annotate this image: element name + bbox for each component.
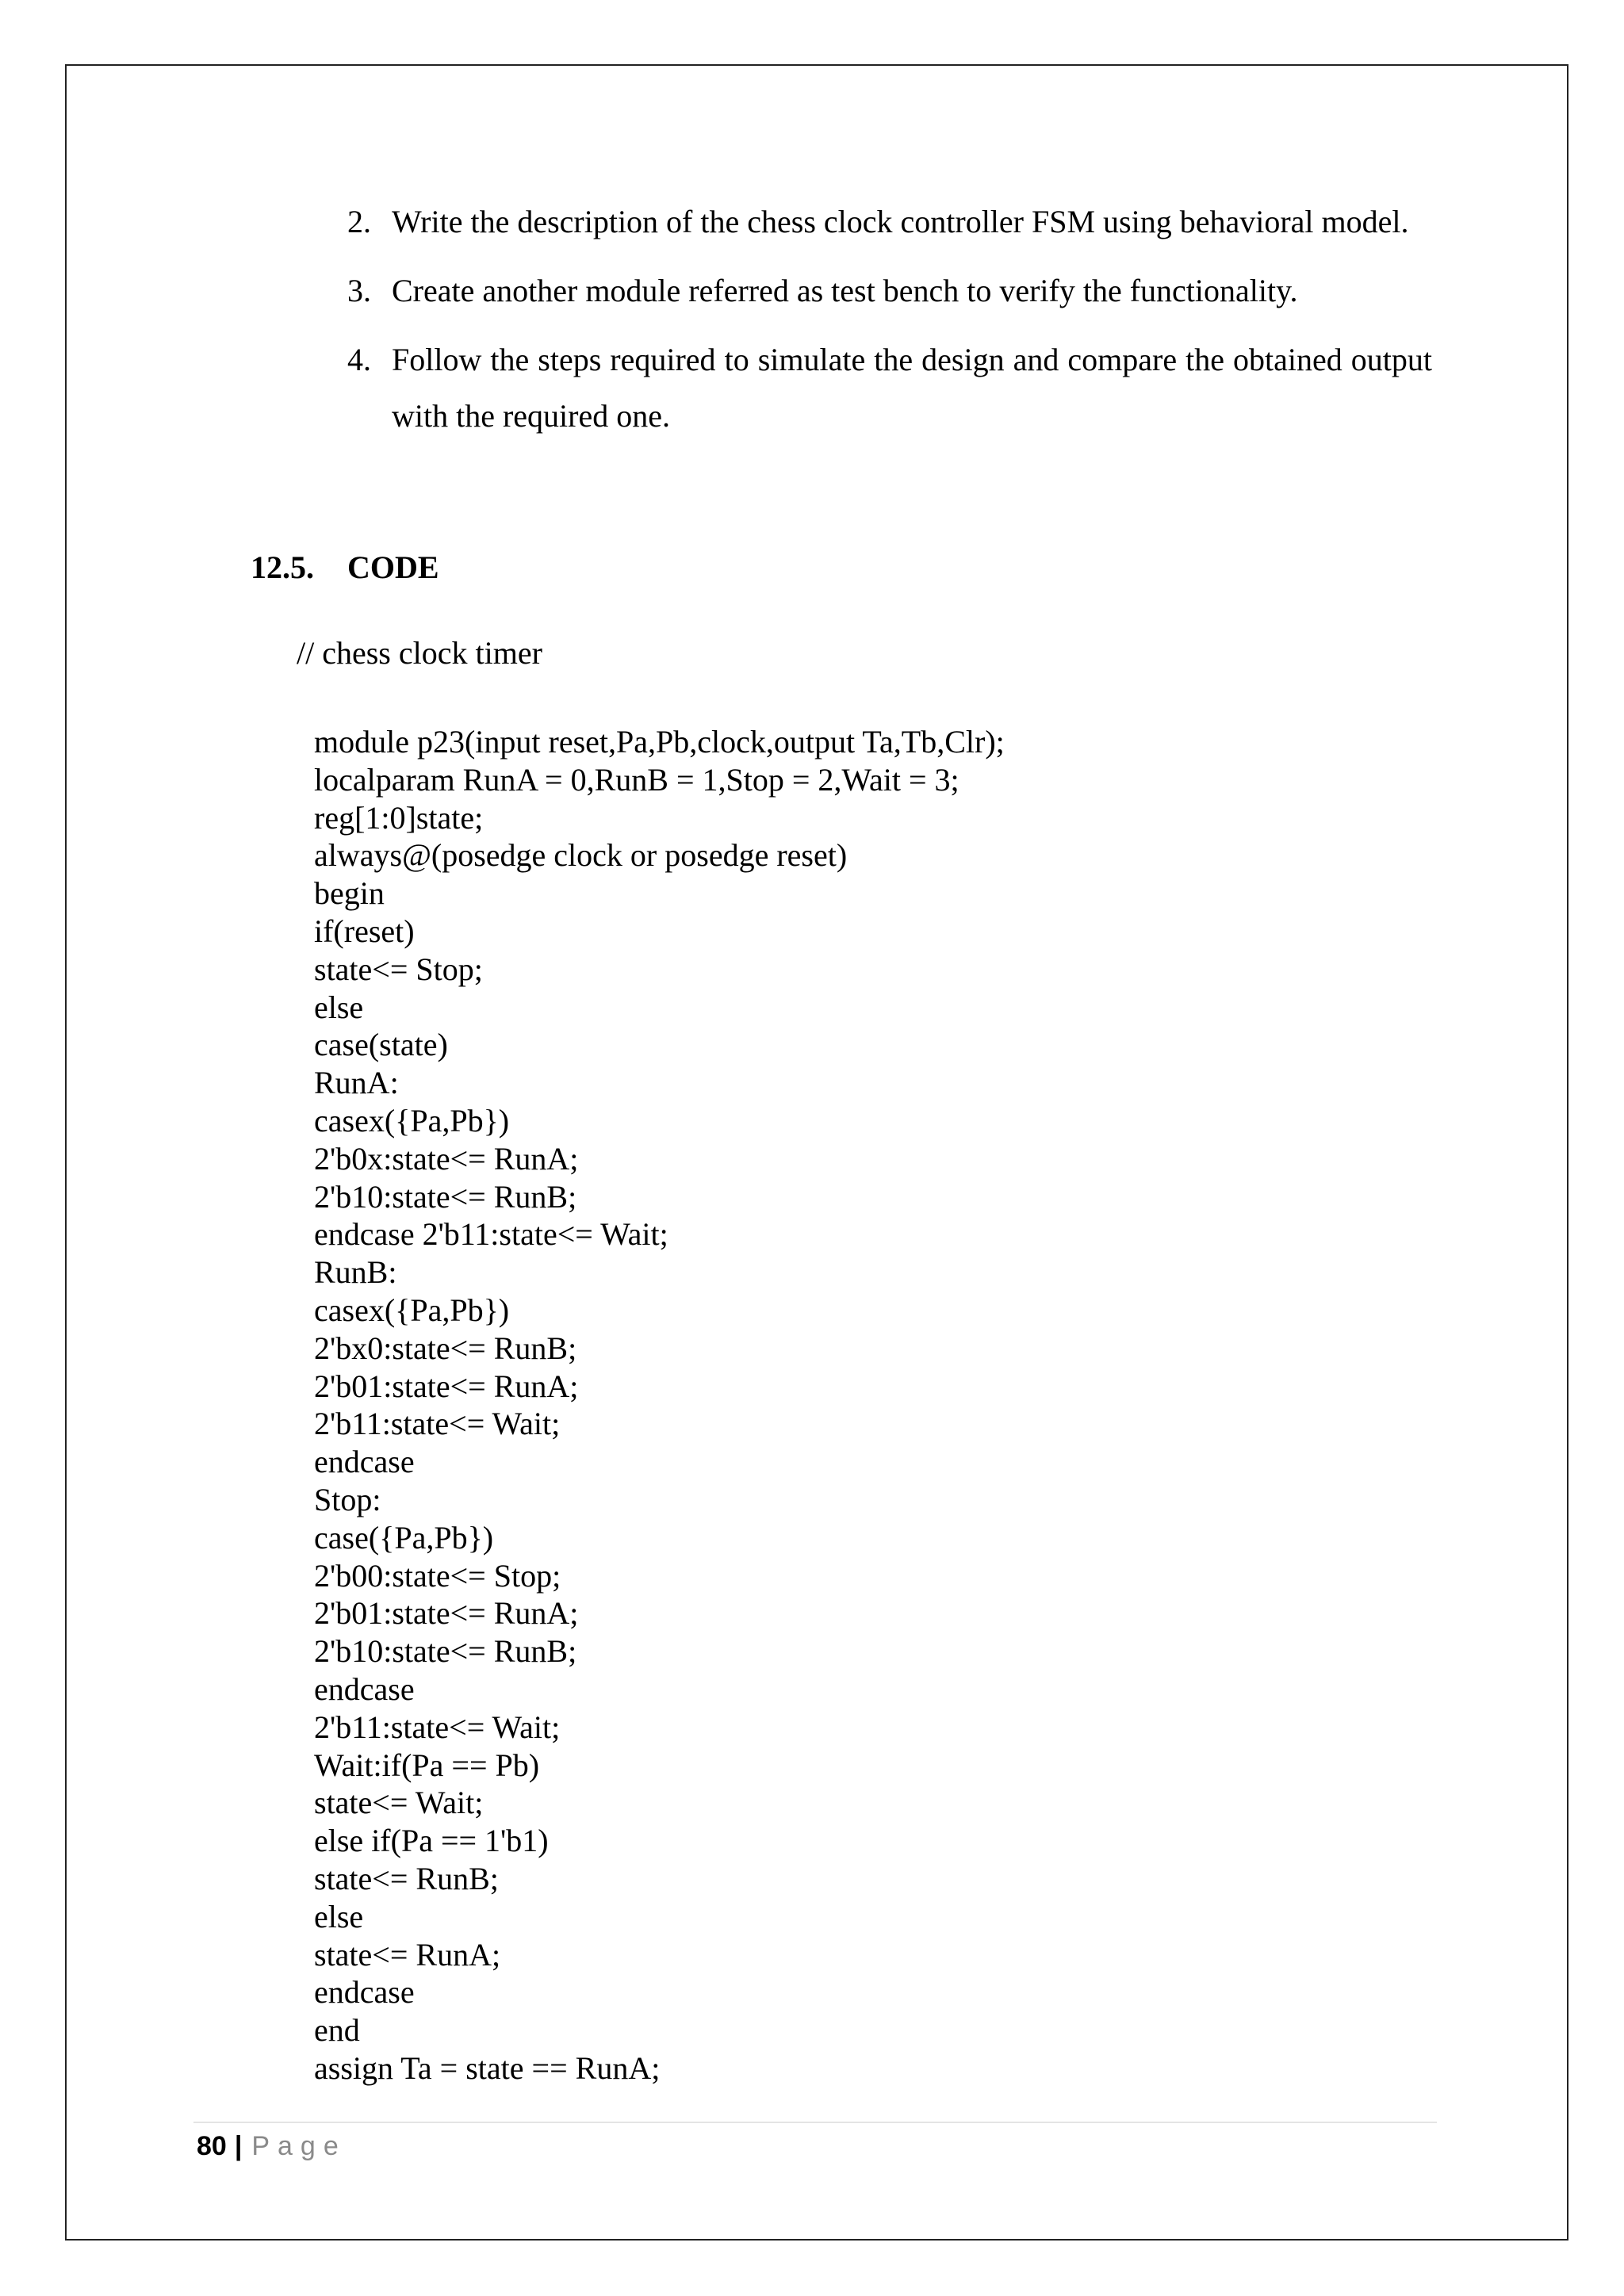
footer-divider xyxy=(193,2122,1437,2123)
code-line: endcase xyxy=(314,1974,415,2011)
code-line: state<= Stop; xyxy=(314,951,483,987)
code-line: 2'b0x:state<= RunA; xyxy=(314,1140,579,1177)
code-line: casex({Pa,Pb}) xyxy=(314,1102,510,1138)
code-line: 2'b00:state<= Stop; xyxy=(314,1557,561,1594)
code-comment: // chess clock timer xyxy=(297,635,542,671)
step-text: Write the description of the chess clock controller FSM using behavioral model. xyxy=(392,204,1409,239)
footer-separator: | xyxy=(234,2131,243,2161)
code-line: begin xyxy=(314,875,385,912)
page-footer xyxy=(197,2131,347,2162)
step-text: Follow the steps required to simulate the design and compare the obtained output with the required one. xyxy=(392,342,1432,434)
code-line: 2'b11:state<= Wait; xyxy=(314,1406,561,1442)
code-line: state<= Wait; xyxy=(314,1785,484,1821)
code-line: 2'b01:state<= RunA; xyxy=(314,1595,579,1632)
code-line: assign Ta = state == RunA; xyxy=(314,2049,661,2086)
code-block xyxy=(314,723,1005,2087)
code-line: reg[1:0]state; xyxy=(314,799,484,836)
code-line: case({Pa,Pb}) xyxy=(314,1519,494,1556)
list-item xyxy=(347,262,1432,319)
code-line: 2'b10:state<= RunB; xyxy=(314,1178,577,1215)
code-line: RunB: xyxy=(314,1254,397,1291)
section-heading xyxy=(251,549,439,586)
code-line: 2'bx0:state<= RunB; xyxy=(314,1330,577,1366)
steps-list xyxy=(347,193,1432,457)
step-number: 3. xyxy=(347,273,371,308)
code-line: state<= RunA; xyxy=(314,1936,501,1973)
page-number: 80 xyxy=(197,2131,227,2161)
code-line: 2'b11:state<= Wait; xyxy=(314,1709,561,1745)
page-label: Page xyxy=(251,2131,347,2161)
list-item xyxy=(347,193,1432,250)
code-line: Stop: xyxy=(314,1481,381,1517)
code-line: endcase xyxy=(314,1670,415,1707)
step-number: 2. xyxy=(347,204,371,239)
code-line: else xyxy=(314,989,364,1025)
code-line: end xyxy=(314,2012,360,2049)
list-item xyxy=(347,331,1432,444)
section-number: 12.5. xyxy=(251,549,314,585)
section-title: CODE xyxy=(347,549,439,585)
code-line: always@(posedge clock or posedge reset) xyxy=(314,837,848,874)
step-number: 4. xyxy=(347,342,371,377)
step-text: Create another module referred as test bench to verify the functionality. xyxy=(392,273,1298,308)
code-line: endcase xyxy=(314,1444,415,1480)
code-line: Wait:if(Pa == Pb) xyxy=(314,1747,540,1783)
code-line: 2'b10:state<= RunB; xyxy=(314,1633,577,1670)
code-line: casex({Pa,Pb}) xyxy=(314,1292,510,1328)
code-line: 2'b01:state<= RunA; xyxy=(314,1368,579,1404)
code-line: endcase 2'b11:state<= Wait; xyxy=(314,1216,668,1253)
code-line: case(state) xyxy=(314,1027,448,1063)
code-line: localparam RunA = 0,RunB = 1,Stop = 2,Wait = 3; xyxy=(314,761,959,798)
code-line: if(reset) xyxy=(314,913,415,949)
code-line: else xyxy=(314,1898,364,1934)
code-line: module p23(input reset,Pa,Pb,clock,output Ta,Tb,Clr); xyxy=(314,724,1005,760)
code-line: else if(Pa == 1'b1) xyxy=(314,1823,549,1859)
code-line: state<= RunB; xyxy=(314,1860,499,1896)
code-line: RunA: xyxy=(314,1065,399,1101)
